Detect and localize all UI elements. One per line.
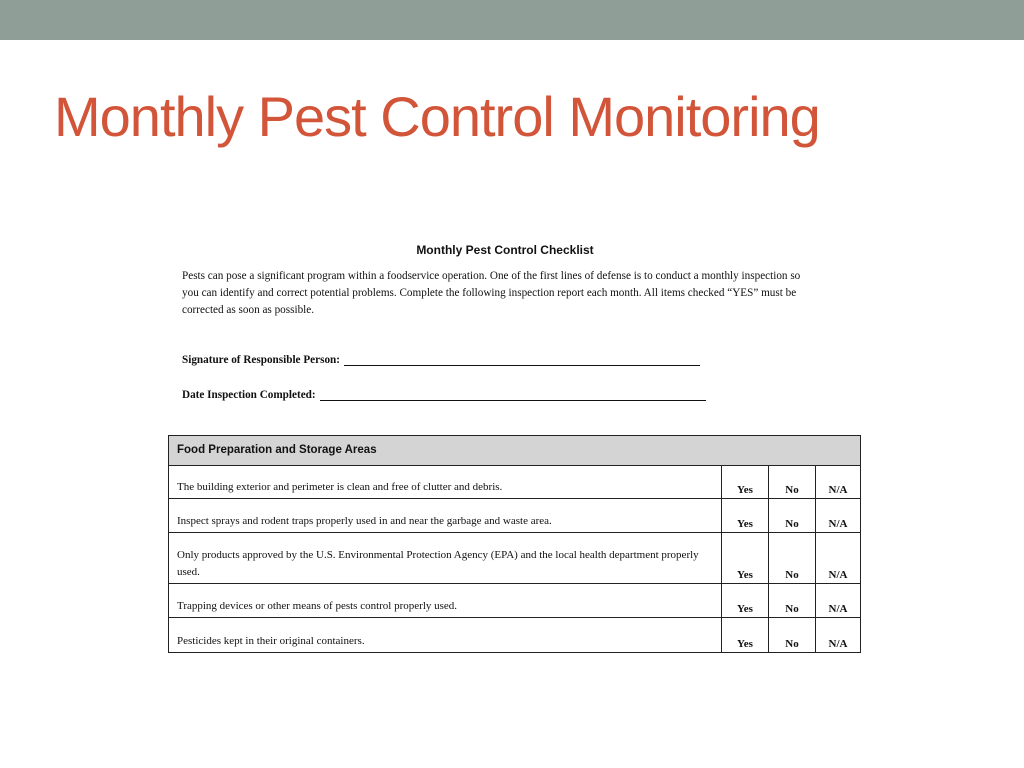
no-option: No: [769, 466, 816, 499]
checklist-document-image: [168, 238, 862, 660]
table-row: [169, 466, 861, 499]
no-option: No: [769, 618, 816, 653]
table-row: [169, 533, 861, 584]
signature-field: [182, 354, 700, 366]
checklist-table: [168, 435, 861, 653]
na-option: N/A: [816, 618, 861, 653]
date-field: [182, 389, 706, 401]
checklist-item: Trapping devices or other means of pests control properly used.: [169, 584, 722, 618]
checklist-item: Inspect sprays and rodent traps properly used in and near the garbage and waste area.: [169, 499, 722, 533]
na-option: N/A: [816, 499, 861, 533]
date-line: [320, 389, 706, 401]
na-option: N/A: [816, 584, 861, 618]
document-intro: Pests can pose a significant program within a foodservice operation. One of the first lines of defense is to conduct a monthly inspection so you can identify and correct potential problems. Complete the following inspection report each month. All items checked “YES” must be corrected as soon as possible.: [182, 270, 801, 316]
no-option: No: [769, 499, 816, 533]
yes-option: Yes: [722, 618, 769, 653]
no-option: No: [769, 533, 816, 584]
checklist-item: The building exterior and perimeter is clean and free of clutter and debris.: [169, 466, 722, 499]
no-option: No: [769, 584, 816, 618]
section-heading: Food Preparation and Storage Areas: [169, 436, 861, 466]
signature-line: [344, 354, 700, 366]
table-row: [169, 499, 861, 533]
table-row: [169, 618, 861, 653]
slide-title: Monthly Pest Control Monitoring: [54, 85, 820, 148]
yes-option: Yes: [722, 499, 769, 533]
na-option: N/A: [816, 533, 861, 584]
yes-option: Yes: [722, 533, 769, 584]
document-title: Monthly Pest Control Checklist: [416, 243, 594, 257]
checklist-item: Pesticides kept in their original containers.: [169, 618, 722, 653]
section-heading-row: [169, 436, 861, 466]
date-label: Date Inspection Completed:: [182, 389, 316, 401]
signature-label: Signature of Responsible Person:: [182, 354, 340, 366]
yes-option: Yes: [722, 466, 769, 499]
header-band: [0, 0, 1024, 40]
checklist-item: Only products approved by the U.S. Environmental Protection Agency (EPA) and the local health department properly used.: [169, 533, 722, 584]
na-option: N/A: [816, 466, 861, 499]
yes-option: Yes: [722, 584, 769, 618]
table-row: [169, 584, 861, 618]
